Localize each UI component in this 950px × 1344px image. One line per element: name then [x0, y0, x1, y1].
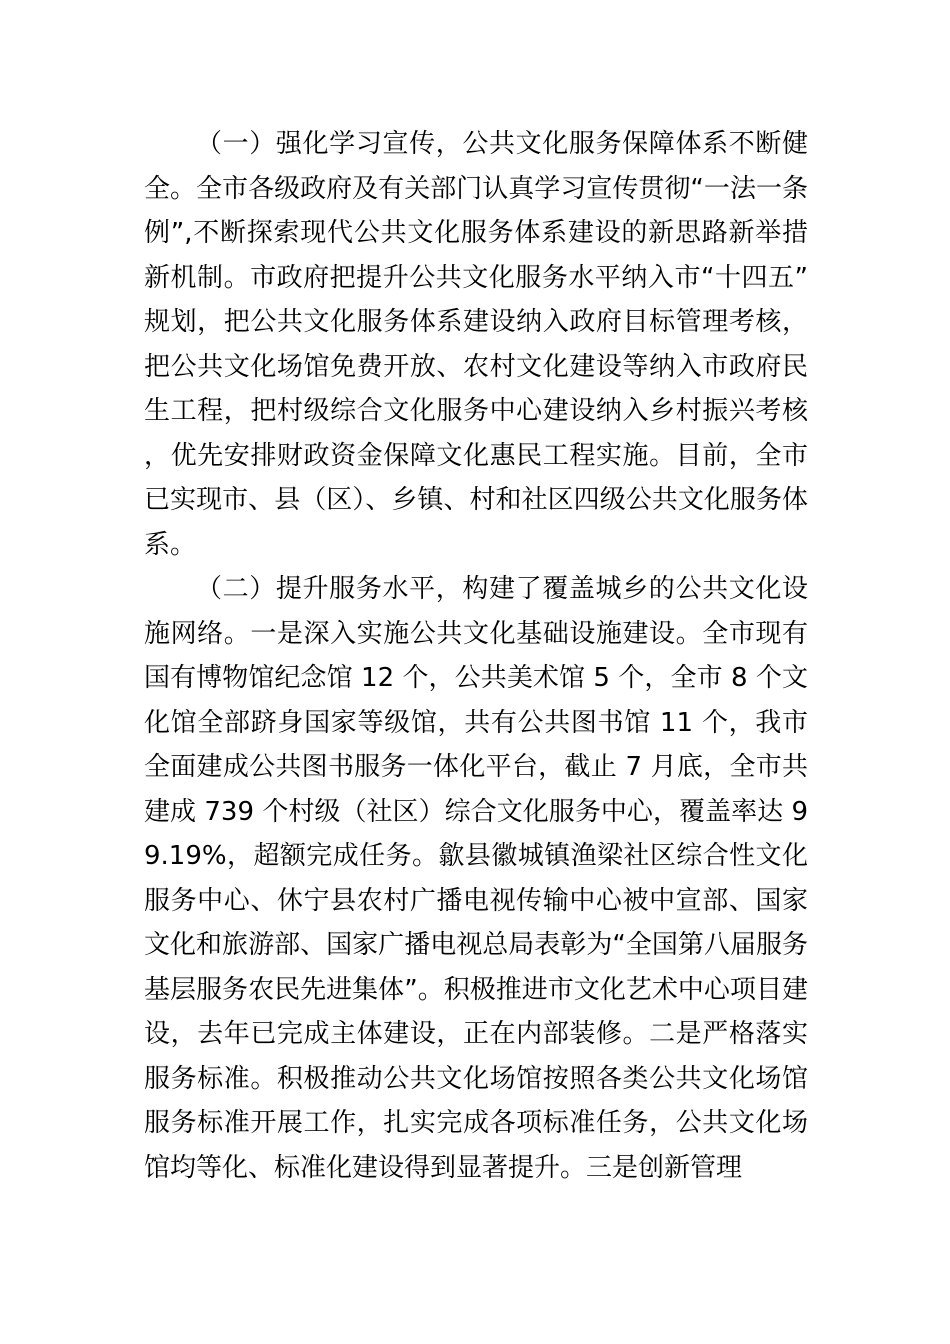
document-body: [144, 122, 808, 1190]
paragraph-public-culture-system: （一）强化学习宣传，公共文化服务保障体系不断健全。全市各级政府及有关部门认真学习宣传贯彻“一法一条例”,不断探索现代公共文化服务体系建设的新思路新举措新机制。市政府把提升公共文化服务水平纳入市“十四五”规划，把公共文化服务体系建设纳入政府目标管理考核，把公共文化场馆免费开放、农村文化建设等纳入市政府民生工程，把村级综合文化服务中心建设纳入乡村振兴考核，优先安排财政资金保障文化惠民工程实施。目前，全市已实现市、县（区）、乡镇、村和社区四级公共文化服务体系。: [144, 129, 808, 560]
paragraph-service-level: （二）提升服务水平，构建了覆盖城乡的公共文化设施网络。一是深入实施公共文化基础设施建设。全市现有国有博物馆纪念馆 12 个，公共美术馆 5 个，全市 8 个文化馆全部跻身国家等级馆，共有公共图书馆 11 个，我市全面建成公共图书服务一体化平台，截止 7 月底，全市共建成 739 个村级（社区）综合文化服务中心，覆盖率达 99.19%，超额完成任务。歙县徽城镇渔梁社区综合性文化服务中心、休宁县农村广播电视传输中心被中宣部、国家文化和旅游部、国家广播电视总局表彰为“全国第八届服务基层服务农民先进集体”。积极推进市文化艺术中心项目建设，去年已完成主体建设，正在内部装修。二是严格落实服务标准。积极推动公共文化场馆按照各类公共文化场馆服务标准开展工作，扎实完成各项标准任务，公共文化场馆均等化、标准化建设得到显著提升。三是创新管理: [144, 574, 808, 1183]
